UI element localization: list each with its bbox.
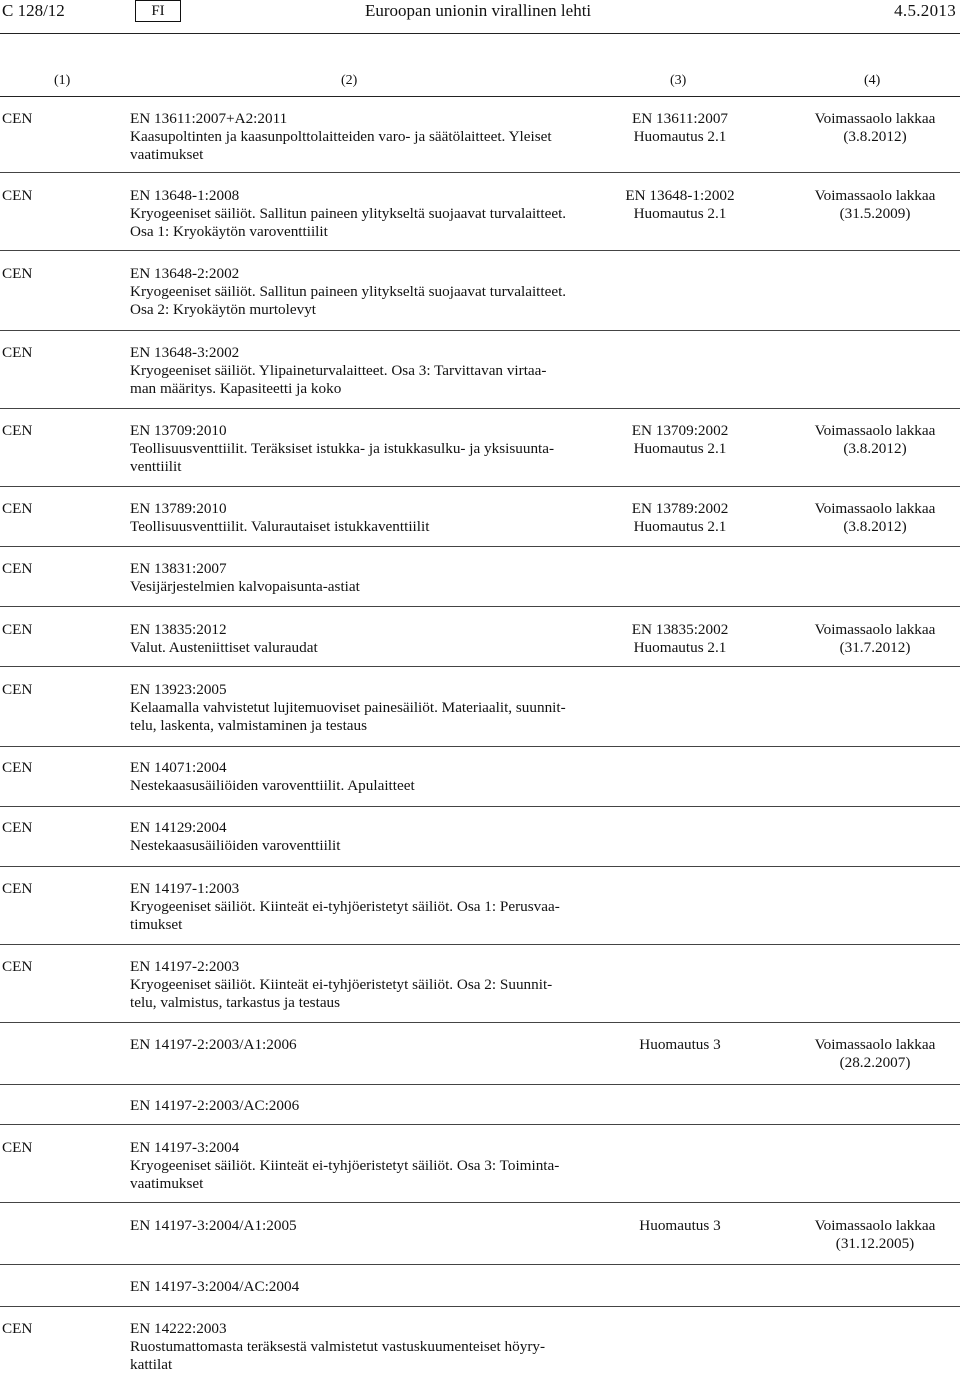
standard-reference: EN 13648-1:2008 xyxy=(130,187,240,204)
row-separator xyxy=(0,606,960,607)
standard-title-line: telu, laskenta, valmistaminen ja testaus xyxy=(130,717,368,734)
standard-title-line: vaatimukset xyxy=(130,146,204,163)
cessation-date-line: Voimassaolo lakkaa xyxy=(814,110,936,127)
cessation-date-cell xyxy=(790,1036,960,1072)
organisation-cell: CEN xyxy=(2,621,33,638)
cessation-date-line: Voimassaolo lakkaa xyxy=(814,422,936,439)
row-separator xyxy=(0,250,960,251)
standard-cell xyxy=(130,1097,570,1115)
standard-title-line: man määritys. Kapasiteetti ja koko xyxy=(130,380,342,397)
standard-cell xyxy=(130,621,570,657)
superseded-standard-cell xyxy=(600,1036,760,1054)
standard-reference: EN 14071:2004 xyxy=(130,759,227,776)
row-separator xyxy=(0,486,960,487)
standard-reference: EN 14197-3:2004/A1:2005 xyxy=(130,1217,297,1234)
page-reference: C 128/12 xyxy=(2,1,65,20)
standard-title-line: vaatimukset xyxy=(130,1175,204,1192)
standard-cell xyxy=(130,1320,570,1374)
standard-title-line: Teollisuusventtiilit. Teräksiset istukka- ja istukkasulku- ja yksisuunta- xyxy=(130,440,555,457)
cessation-date-line: Voimassaolo lakkaa xyxy=(814,500,936,517)
superseded-standard-line: Huomautus 2.1 xyxy=(633,639,727,656)
standard-reference: EN 14197-2:2003/A1:2006 xyxy=(130,1036,297,1053)
standard-title-line: Vesijärjestelmien kalvopaisunta-astiat xyxy=(130,578,360,595)
standard-title-line: Nestekaasusäiliöiden varoventtiilit. Apulaitteet xyxy=(130,777,415,794)
row-separator xyxy=(0,1022,960,1023)
cessation-date-line: (3.8.2012) xyxy=(843,440,907,457)
row-separator xyxy=(0,806,960,807)
standard-title-line: Kryogeeniset säiliöt. Kiinteät ei-tyhjöeristetyt säiliöt. Osa 3: Toiminta- xyxy=(130,1157,560,1174)
column-header-2: (2) xyxy=(341,73,358,88)
standard-title-line: Nestekaasusäiliöiden varoventtiilit xyxy=(130,837,341,854)
standard-cell xyxy=(130,759,570,795)
cessation-date-line: (31.5.2009) xyxy=(839,205,911,222)
standard-title-line: Valut. Austeniittiset valuraudat xyxy=(130,639,318,656)
superseded-standard-line: Huomautus 2.1 xyxy=(633,518,727,535)
organisation-cell: CEN xyxy=(2,759,33,776)
cessation-date-cell xyxy=(790,621,960,657)
column-header-3: (3) xyxy=(670,73,687,88)
row-separator xyxy=(0,866,960,867)
standard-cell xyxy=(130,422,570,476)
cessation-date-line: Voimassaolo lakkaa xyxy=(814,621,936,638)
standard-title-line: timukset xyxy=(130,916,183,933)
organisation-cell: CEN xyxy=(2,187,33,204)
standard-cell xyxy=(130,880,570,934)
cessation-date-line: (28.2.2007) xyxy=(839,1054,911,1071)
standard-cell xyxy=(130,681,570,735)
standard-title-line: Osa 1: Kryokäytön varoventtiilit xyxy=(130,223,328,240)
superseded-standard-line: Huomautus 3 xyxy=(639,1217,721,1234)
superseded-standard-cell xyxy=(600,1217,760,1235)
standard-reference: EN 13648-3:2002 xyxy=(130,344,240,361)
publication-date: 4.5.2013 xyxy=(894,1,956,20)
row-separator xyxy=(0,330,960,331)
superseded-standard-line: Huomautus 2.1 xyxy=(633,440,727,457)
standard-reference: EN 14129:2004 xyxy=(130,819,227,836)
superseded-standard-cell xyxy=(578,422,782,458)
organisation-cell: CEN xyxy=(2,1320,33,1337)
standard-title-line: Ruostumattomasta teräksestä valmistetut vastuskuumenteiset höyry- xyxy=(130,1338,546,1355)
standard-cell xyxy=(130,265,570,319)
organisation-cell: CEN xyxy=(2,110,33,127)
row-separator xyxy=(0,1306,960,1307)
cessation-date-line: Voimassaolo lakkaa xyxy=(814,187,936,204)
standard-reference: EN 14197-2:2003/AC:2006 xyxy=(130,1097,300,1114)
standard-cell xyxy=(130,819,570,855)
organisation-cell: CEN xyxy=(2,681,33,698)
page-header xyxy=(0,0,960,32)
cessation-date-cell xyxy=(790,110,960,146)
superseded-standard-line: EN 13789:2002 xyxy=(631,500,729,517)
cessation-date-cell xyxy=(790,187,960,223)
column-header-rule xyxy=(0,96,960,97)
standard-title-line: Kaasupoltinten ja kaasunpolttolaitteiden varo- ja säätölaitteet. Yleiset xyxy=(130,128,552,145)
superseded-standard-cell xyxy=(578,110,782,146)
cessation-date-line: Voimassaolo lakkaa xyxy=(814,1036,936,1053)
standard-cell xyxy=(130,1036,570,1054)
standard-title-line: Teollisuusventtiilit. Valurautaiset istukkaventtiilit xyxy=(130,518,430,535)
row-separator xyxy=(0,1202,960,1203)
organisation-cell: CEN xyxy=(2,265,33,282)
standard-reference: EN 14197-2:2003 xyxy=(130,958,240,975)
standard-cell xyxy=(130,110,570,164)
standard-reference: EN 13648-2:2002 xyxy=(130,265,240,282)
row-separator xyxy=(0,746,960,747)
organisation-cell: CEN xyxy=(2,958,33,975)
row-separator xyxy=(0,1084,960,1085)
row-separator xyxy=(0,666,960,667)
standard-cell xyxy=(130,1139,570,1193)
standard-title-line: Kryogeeniset säiliöt. Kiinteät ei-tyhjöeristetyt säiliöt. Osa 1: Perusvaa- xyxy=(130,898,560,915)
cessation-date-line: (31.12.2005) xyxy=(835,1235,915,1252)
superseded-standard-line: Huomautus 2.1 xyxy=(633,128,727,145)
superseded-standard-line: EN 13835:2002 xyxy=(631,621,729,638)
standard-title-line: Kryogeeniset säiliöt. Sallitun paineen ylitykseltä suojaavat turvalaitteet. xyxy=(130,205,567,222)
organisation-cell: CEN xyxy=(2,560,33,577)
standard-title-line: Osa 2: Kryokäytön murtolevyt xyxy=(130,301,317,318)
standard-cell xyxy=(130,187,570,241)
cessation-date-line: (3.8.2012) xyxy=(843,518,907,535)
superseded-standard-line: EN 13709:2002 xyxy=(631,422,729,439)
language-badge: FI xyxy=(135,0,181,22)
header-rule xyxy=(0,33,960,34)
standard-reference: EN 13923:2005 xyxy=(130,681,227,698)
standard-reference: EN 13611:2007+A2:2011 xyxy=(130,110,288,127)
standard-reference: EN 13831:2007 xyxy=(130,560,227,577)
standard-title-line: kattilat xyxy=(130,1356,173,1373)
standard-title-line: Kryogeeniset säiliöt. Sallitun paineen ylitykseltä suojaavat turvalaitteet. xyxy=(130,283,567,300)
standard-title-line: Kelaamalla vahvistetut lujitemuoviset painesäiliöt. Materiaalit, suunnit- xyxy=(130,699,566,716)
standard-cell xyxy=(130,1217,570,1235)
standard-title-line: Kryogeeniset säiliöt. Ylipaineturvalaitteet. Osa 3: Tarvittavan virtaa- xyxy=(130,362,547,379)
organisation-cell: CEN xyxy=(2,422,33,439)
row-separator xyxy=(0,944,960,945)
organisation-cell: CEN xyxy=(2,344,33,361)
row-separator xyxy=(0,546,960,547)
cessation-date-cell xyxy=(790,1217,960,1253)
cessation-date-line: (3.8.2012) xyxy=(843,128,907,145)
superseded-standard-cell xyxy=(578,500,782,536)
column-header-1: (1) xyxy=(54,73,71,88)
standard-reference: EN 13835:2012 xyxy=(130,621,227,638)
standard-reference: EN 14222:2003 xyxy=(130,1320,227,1337)
standard-cell xyxy=(130,344,570,398)
standard-cell xyxy=(130,958,570,1012)
superseded-standard-line: EN 13648-1:2002 xyxy=(625,187,735,204)
cessation-date-line: Voimassaolo lakkaa xyxy=(814,1217,936,1234)
row-separator xyxy=(0,408,960,409)
standard-cell xyxy=(130,560,570,596)
standard-reference: EN 14197-1:2003 xyxy=(130,880,240,897)
standard-title-line: Kryogeeniset säiliöt. Kiinteät ei-tyhjöeristetyt säiliöt. Osa 2: Suunnit- xyxy=(130,976,553,993)
column-header-4: (4) xyxy=(864,73,881,88)
journal-title: Euroopan unionin virallinen lehti xyxy=(365,1,592,20)
standard-title-line: telu, valmistus, tarkastus ja testaus xyxy=(130,994,341,1011)
standard-cell xyxy=(130,500,570,536)
standard-reference: EN 14197-3:2004/AC:2004 xyxy=(130,1278,300,1295)
standard-reference: EN 13709:2010 xyxy=(130,422,227,439)
row-separator xyxy=(0,1124,960,1125)
row-separator xyxy=(0,172,960,173)
superseded-standard-cell xyxy=(578,187,782,223)
superseded-standard-line: EN 13611:2007 xyxy=(631,110,729,127)
superseded-standard-line: Huomautus 3 xyxy=(639,1036,721,1053)
superseded-standard-line: Huomautus 2.1 xyxy=(633,205,727,222)
row-separator xyxy=(0,1264,960,1265)
cessation-date-cell xyxy=(790,422,960,458)
organisation-cell: CEN xyxy=(2,819,33,836)
standard-reference: EN 14197-3:2004 xyxy=(130,1139,240,1156)
standard-cell xyxy=(130,1278,570,1296)
cessation-date-cell xyxy=(790,500,960,536)
organisation-cell: CEN xyxy=(2,1139,33,1156)
standard-reference: EN 13789:2010 xyxy=(130,500,227,517)
superseded-standard-cell xyxy=(578,621,782,657)
cessation-date-line: (31.7.2012) xyxy=(839,639,911,656)
organisation-cell: CEN xyxy=(2,500,33,517)
standard-title-line: venttiilit xyxy=(130,458,182,475)
organisation-cell: CEN xyxy=(2,880,33,897)
